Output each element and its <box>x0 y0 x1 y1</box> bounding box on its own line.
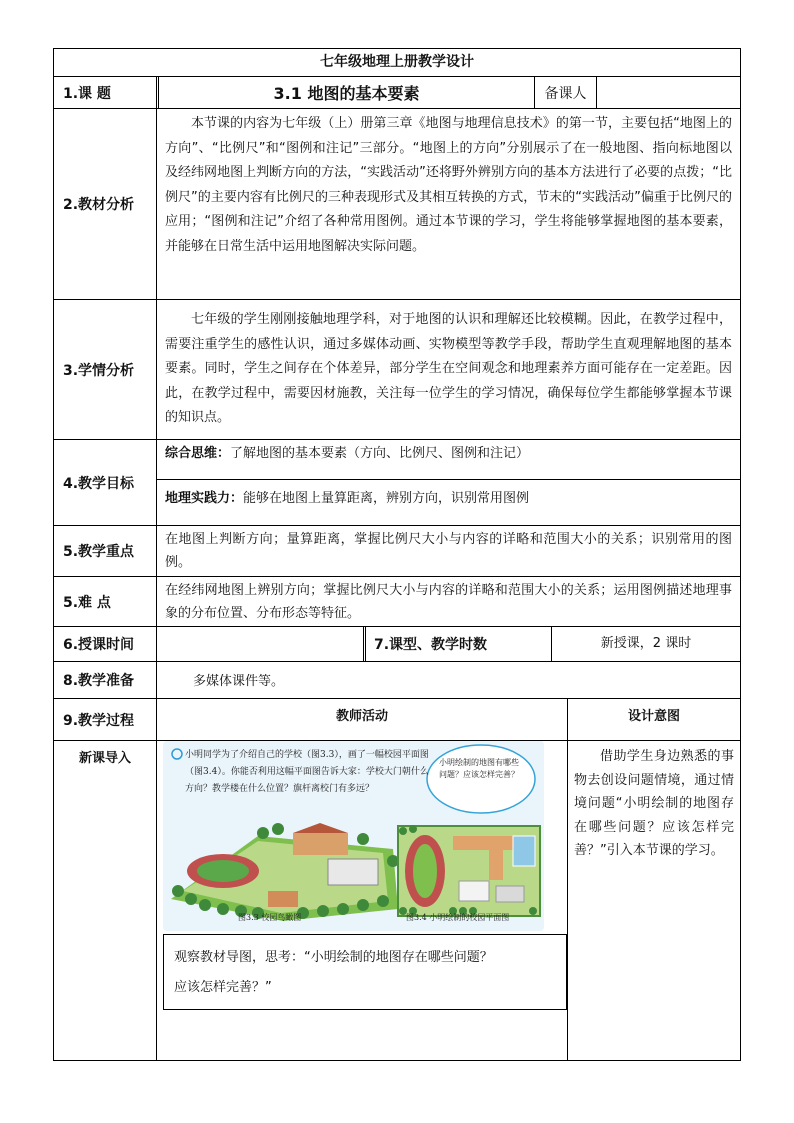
goals-label: 4.教学目标 <box>63 475 135 492</box>
topic-row <box>54 77 740 109</box>
schedule-row <box>54 627 740 662</box>
materials-label: 2.教材分析 <box>63 197 135 213</box>
teacher-activity-header: 教师活动 <box>156 699 567 740</box>
keypoints-text: 在地图上判断方向；量算距离，掌握比例尺大小与内容的详略和范围大小的关系；识别常用的图例。 <box>156 526 740 576</box>
schedule-label: 6.授课时间 <box>63 637 135 653</box>
goals-row <box>54 440 740 526</box>
design-intent-header: 设计意图 <box>567 699 740 740</box>
figure-bubble-text: 小明绘制的地图有哪些问题？应该怎样完善？ <box>439 758 519 779</box>
design-intent-text: 借助学生身边熟悉的事物去创设问题情境，通过情境问题“小明绘制的地图存在哪些问题？应该怎样完善？”引入本节课的学习。 <box>567 741 740 1060</box>
think-line-1: 观察教材导图，思考：“小明绘制的地图存在哪些问题？ <box>174 950 493 965</box>
figure-intro-text: 小明同学为了介绍自己的学校（图3.3），画了一幅校园平面图（图3.4）。你能否利用这幅平面图告诉大家：学校大门朝什么方向？教学楼在什么位置？旗杆离校门有多远？ <box>185 750 429 794</box>
materials-text: 本节课的内容为七年级（上）册第三章《地图与地理信息技术》的第一节，主要包括“地图上的方向”、“比例尺”和“图例和注记”三部分。“地图上的方向”分别展示了在一般地图、指向标地图以及经纬网地图上判断方向的方法，“实践活动”还将野外辨别方向的基本方法进行了必要的点拨；“比例尺”的主要内容有比例尺的三种表现形式及其相互转换的方式，节末的“实践活动”偏重于比例尺的应用；“图例和注记”介绍了各种常用图例。通过本节课的学习，学生将能够掌握地图的基本要素，并能够在日常生活中运用地图解决实际问题。 <box>156 109 740 299</box>
difficulties-row <box>54 577 740 627</box>
preparation-label: 8.教学准备 <box>63 673 135 689</box>
difficulties-text: 在经纬网地图上辨别方向；掌握比例尺大小与内容的详略和范围大小的关系；运用图例描述地理事象的分布位置、分布形态等特征。 <box>156 577 740 626</box>
goal-2 <box>157 480 740 513</box>
title-row <box>54 49 740 77</box>
process-header-row <box>54 699 740 741</box>
think-line-2: 应该怎样完善？” <box>174 980 272 995</box>
think-prompt-box <box>163 934 567 1010</box>
schedule-value <box>156 627 363 661</box>
goal-1 <box>157 440 740 480</box>
goal-1-text: 了解地图的基本要素（方向、比例尺、图例和注记） <box>230 446 530 461</box>
topic-label: 1.课 题 <box>63 85 111 102</box>
learner-row <box>54 300 740 440</box>
process-label: 9.教学过程 <box>63 712 135 729</box>
keypoints-row <box>54 526 740 577</box>
preparation-row <box>54 662 740 699</box>
goal-2-title: 地理实践力： <box>165 491 244 506</box>
keypoints-label: 5.教学重点 <box>63 544 135 560</box>
preparer-value <box>596 77 740 108</box>
caption-left: 图3.3 校园鸟瞰图 <box>238 913 302 922</box>
caption-right: 图3.4 小明绘制的校园平面图 <box>406 913 510 922</box>
course-type-value: 新授课，2 课时 <box>551 627 740 661</box>
preparer-label: 备课人 <box>534 77 596 108</box>
course-type-label: 7.课型、教学时数 <box>363 627 551 661</box>
learner-label: 3.学情分析 <box>63 362 135 379</box>
stage-label: 新课导入 <box>78 751 131 766</box>
textbook-figure <box>163 741 544 931</box>
learner-text: 七年级的学生刚刚接触地理学科，对于地图的认识和理解还比较模糊。因此，在教学过程中，需要注重学生的感性认识，通过多媒体动画、实物模型等教学手段，帮助学生直观理解地图的基本要素。同时，学生之间存在个体差异，部分学生在空间观念和地理素养方面可能存在一定差距。因此，在教学过程中，需要因材施教，关注每一位学生的学习情况，确保每位学生都能够掌握本节课的知识点。 <box>156 300 740 439</box>
materials-row <box>54 109 740 300</box>
doc-title: 七年级地理上册教学设计 <box>320 54 474 70</box>
goals-content <box>156 440 740 525</box>
goal-2-text: 能够在地图上量算距离，辨别方向，识别常用图例 <box>243 491 530 506</box>
preparation-value: 多媒体课件等。 <box>156 662 740 698</box>
difficulties-label: 5.难 点 <box>63 594 111 611</box>
goal-1-title: 综合思维： <box>165 446 231 461</box>
topic-value: 3.1 地图的基本要素 <box>156 77 534 108</box>
